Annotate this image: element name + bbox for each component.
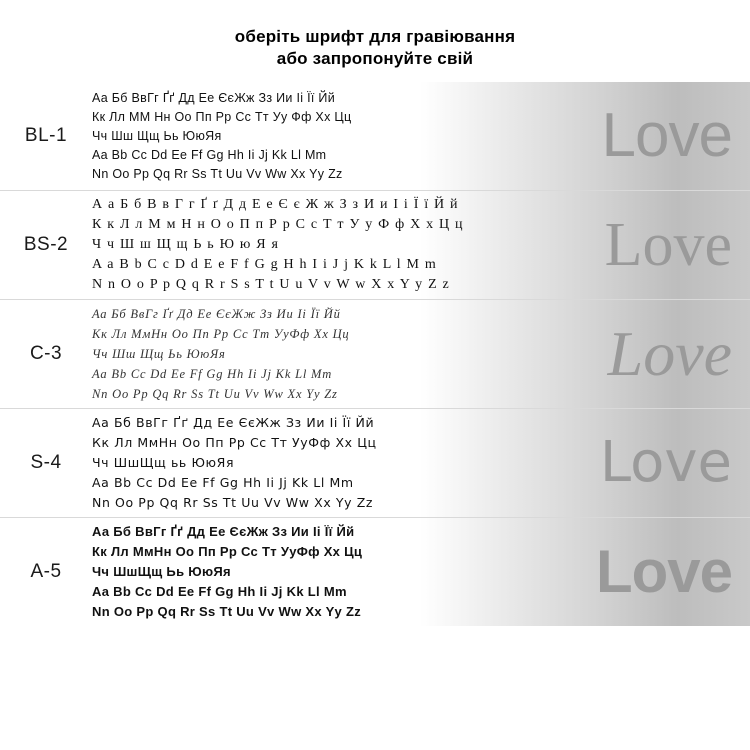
font-code-s-4: S-4 [30,452,62,473]
sample-line: Кк Лл МмНн Оо Пп Рр Сс Тт УуФф Хх Цц [92,544,363,559]
font-row-a-5[interactable] [0,518,750,626]
font-code-bl-1: BL-1 [24,125,68,146]
sample-line: Кк Лл МмНн Оо Пп Рр Сс Тт УуФф Хх Цц [92,327,350,341]
sample-line: Aa Bb Cc Dd Ee Ff Gg Hh Ii Jj Kk Ll Mm [92,584,347,599]
font-row-bs-2[interactable] [0,191,750,300]
sample-word-bl-1: Love [601,101,732,170]
sample-word-bs-2: Love [604,211,732,279]
sample-line: A a B b C c D d E e F f G g H h I i J j K k L l M m [92,257,437,272]
sample-line: Кк Лл МмНн Оо Пп Рр Сс Тт УуФф Хх Цц [92,435,377,450]
font-list [0,82,750,626]
alphabet-sample-s-4 [92,413,750,513]
sample-line: А а Б б В в Г г Ґ ґ Д д Е е Є є Ж ж З з И и І і Ї ї Й й [92,197,459,212]
sample-word-c-3: Love [607,318,732,389]
sample-line: Nn Oo Pp Qq Rr Ss Tt Uu Vv Ww Xx Yy Zz [92,387,338,401]
alphabet-sample-bl-1 [92,89,750,184]
sample-line: Aa Bb Cc Dd Ee Ff Gg Hh Ii Jj Kk Ll Mm [92,147,327,162]
font-code-bs-2: BS-2 [23,234,69,255]
sample-line: Аа Бб ВвГг Ґґ Дд Ее ЄєЖж Зз Ии Іі Її Йй [92,524,355,539]
font-row-bl-1[interactable] [0,82,750,191]
font-row-c-3[interactable] [0,300,750,409]
sample-line: Nn Oo Pp Qq Rr Ss Tt Uu Vv Ww Xx Yy Zz [92,495,374,510]
font-row-s-4[interactable] [0,409,750,518]
sample-line: Аа Бб ВвГг Ґґ Дд Ее ЄєЖж Зз Ии Іі Її Йй [92,415,375,430]
sample-line: Кк Лл ММ Нн Оо Пп Рр Сс Тт Уу Фф Хх Цц [92,109,352,124]
sample-line: К к Л л М м Н н О о П п Р р С с Т т У у Ф ф Х х Ц ц [92,217,464,232]
alphabet-sample-c-3 [92,304,750,404]
page-title-line-2: або запропонуйте свій [276,49,474,68]
sample-line: Aa Bb Cc Dd Ee Ff Gg Hh Ii Jj Kk Ll Mm [92,475,354,490]
alphabet-sample-bs-2 [92,195,750,295]
sample-line: Чч ШшЩщ Ьь ЮюЯя [92,564,231,579]
sample-line: Аа Бб ВвГг Ґґ Дд Ее ЄєЖж Зз Ии Іі Її Йй [92,90,335,105]
sample-line: N n O o P p Q q R r S s T t U u V v W w X x Y y Z z [92,277,450,292]
sample-line: Nn Oo Pp Qq Rr Ss Tt Uu Vv Ww Xx Yy Zz [92,604,362,619]
sample-line: Аа Бб ВвГг Ґґ Дд Ее ЄєЖж Зз Ии Іі Її Йй [92,307,341,321]
sample-line: Ч ч Ш ш Щ щ Ь ь Ю ю Я я [92,237,280,252]
sample-line: Nn Oo Pp Qq Rr Ss Tt Uu Vv Ww Xx Yy Zz [92,166,343,181]
sample-word-a-5: Love [595,538,732,605]
page-title-line-1: оберіть шрифт для гравіювання [234,27,516,46]
font-code-a-5: A-5 [30,561,62,582]
sample-line: Чч ШшЩщ ьь ЮюЯя [92,455,235,470]
sample-line: Aa Bb Cc Dd Ee Ff Gg Hh Ii Jj Kk Ll Mm [92,367,333,381]
sample-word-s-4: Love [599,430,732,495]
font-code-c-3: C-3 [29,343,63,364]
sample-line: Чч Шш Щщ Ьь ЮюЯя [92,347,226,361]
alphabet-sample-a-5 [92,522,750,622]
sample-line: Чч Шш Щщ Ьь ЮюЯя [92,128,222,143]
page-title [0,0,750,70]
